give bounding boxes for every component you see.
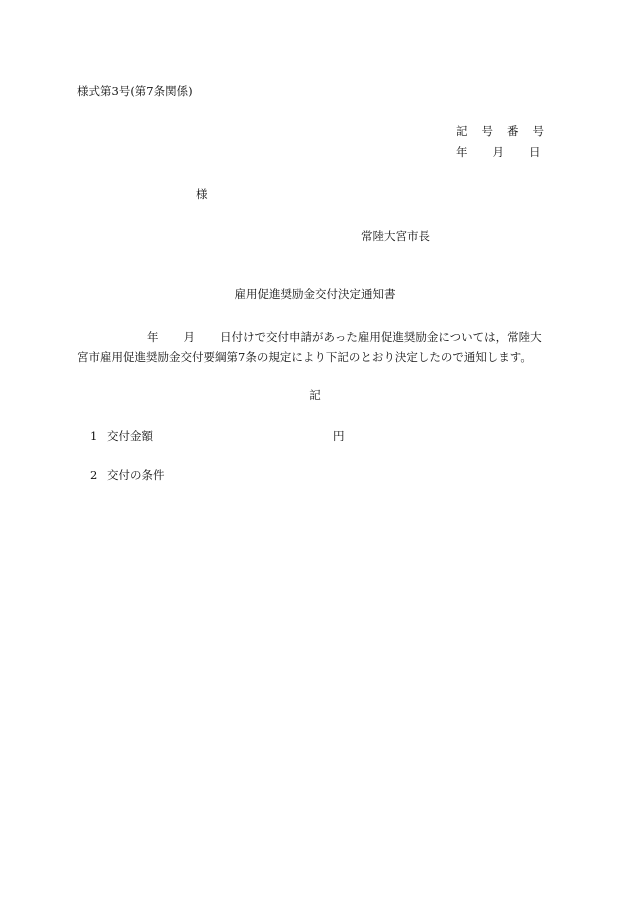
record-char: 記 xyxy=(456,124,468,138)
record-char: 号 xyxy=(532,124,544,138)
body-line-2: 宮市雇用促進奨励金交付要綱第7条の規定により下記のとおり決定したので通知します。 xyxy=(77,350,532,364)
item-number: 2 xyxy=(90,468,98,482)
month-label: 月 xyxy=(492,145,504,159)
item-amount xyxy=(90,431,153,443)
addressee-suffix: 様 xyxy=(196,187,208,201)
yen-unit: 円 xyxy=(333,429,345,443)
document-title: 雇用促進奨励金交付決定通知書 xyxy=(234,287,396,301)
ki-heading: 記 xyxy=(309,388,321,402)
body-year: 年 xyxy=(147,330,159,344)
item-label: 交付の条件 xyxy=(107,468,165,482)
item-conditions xyxy=(90,470,165,482)
form-label: 様式第3号(第7条関係) xyxy=(77,84,193,98)
body-month: 月 xyxy=(183,330,195,344)
body-paragraph xyxy=(77,327,552,367)
record-number-line xyxy=(456,126,544,138)
day-label: 日 xyxy=(529,145,541,159)
issuer-name: 常陸大宮市長 xyxy=(361,229,430,243)
year-label: 年 xyxy=(456,145,468,159)
body-line-1 xyxy=(77,327,552,347)
item-number: 1 xyxy=(90,429,98,443)
date-line xyxy=(456,147,541,159)
record-char: 番 xyxy=(507,124,519,138)
body-line-1-text: 日付けで交付申請があった雇用促進奨励金については，常陸大 xyxy=(220,330,542,344)
item-label: 交付金額 xyxy=(107,429,153,443)
record-char: 号 xyxy=(481,124,493,138)
